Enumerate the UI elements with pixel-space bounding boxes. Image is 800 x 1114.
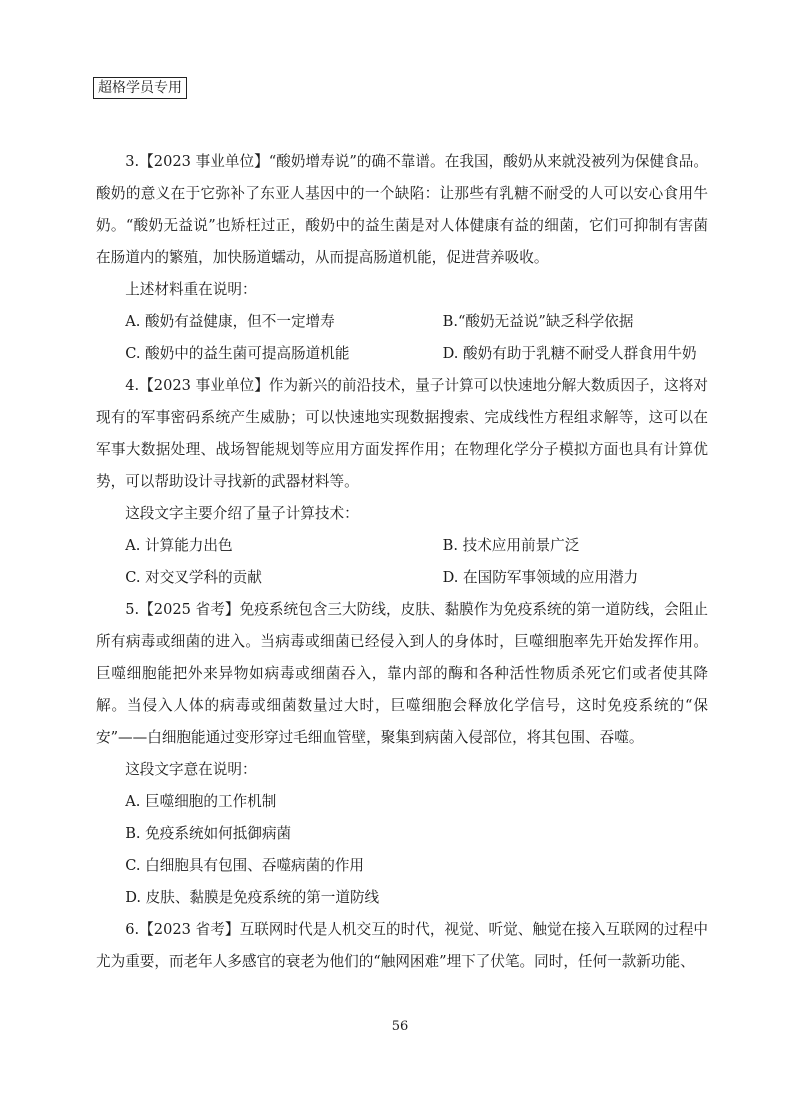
option-b: B. 免疫系统如何抵御病菌	[125, 825, 292, 842]
option-b: B.“酸奶无益说”缺乏科学依据	[442, 313, 634, 330]
header-tag: 超格学员专用	[93, 77, 187, 99]
question-3-prompt: 上述材料重在说明：	[125, 281, 257, 298]
question-6-passage: 6.【2023 省考】互联网时代是人机交互的时代，视觉、听觉、触觉在接入互联网的过程中尤为重要，而老年人多感官的衰老为他们的“触网困难”埋下了伏笔。同时，任何一款新功能、	[96, 921, 708, 970]
question-5-passage: 5.【2025 省考】免疫系统包含三大防线，皮肤、黏膜作为免疫系统的第一道防线，会阻止所有病毒或细菌的进入。当病毒或细菌已经侵入到人的身体时，巨噬细胞率先开始发挥作用。巨噬细胞能把外来异物如病毒或细菌吞入，靠内部的酶和各种活性物质杀死它们或者使其降解。当侵入人体的病毒或细菌数量过大时，巨噬细胞会释放化学信号，这时免疫系统的“保安”——白细胞能通过变形穿过毛细血管壁，聚集到病菌入侵部位，将其包围、吞噬。	[96, 601, 708, 746]
question-4-options	[96, 530, 708, 594]
question-3-passage: 3.【2023 事业单位】“酸奶增寿说”的确不靠谱。在我国，酸奶从来就没被列为保健食品。酸奶的意义在于它弥补了东亚人基因中的一个缺陷：让那些有乳糖不耐受的人可以安心食用牛奶。“酸奶无益说”也矫枉过正，酸奶中的益生菌是对人体健康有益的细菌，它们可抑制有害菌在肠道内的繁殖，加快肠道蠕动，从而提高肠道机能，促进营养吸收。	[96, 153, 708, 266]
page-number: 56	[391, 1019, 409, 1034]
option-c: C. 酸奶中的益生菌可提高肠道机能	[125, 345, 350, 362]
option-c: C. 白细胞具有包围、吞噬病菌的作用	[125, 857, 365, 874]
option-a: A. 计算能力出色	[125, 537, 233, 554]
option-d: D. 在国防军事领域的应用潜力	[442, 569, 639, 586]
question-4-passage: 4.【2023 事业单位】作为新兴的前沿技术，量子计算可以快速地分解大数质因子，这将对现有的军事密码系统产生威胁；可以快速地实现数据搜索、完成线性方程组求解等，这可以在军事大数据处理、战场智能规划等应用方面发挥作用；在物理化学分子模拟方面也具有计算优势，可以帮助设计寻找新的武器材料等。	[96, 377, 708, 490]
question-4-prompt: 这段文字主要介绍了量子计算技术：	[125, 505, 359, 522]
option-c: C. 对交叉学科的贡献	[125, 569, 262, 586]
option-a: A. 酸奶有益健康，但不一定增寿	[125, 313, 335, 330]
option-d: D. 酸奶有助于乳糖不耐受人群食用牛奶	[442, 345, 697, 362]
question-3-options	[96, 306, 708, 370]
option-a: A. 巨噬细胞的工作机制	[125, 793, 277, 810]
question-5-options	[96, 786, 708, 914]
option-d: D. 皮肤、黏膜是免疫系统的第一道防线	[125, 889, 380, 906]
option-b: B. 技术应用前景广泛	[442, 537, 580, 554]
question-5-prompt: 这段文字意在说明：	[125, 761, 257, 778]
page-content	[96, 146, 708, 978]
